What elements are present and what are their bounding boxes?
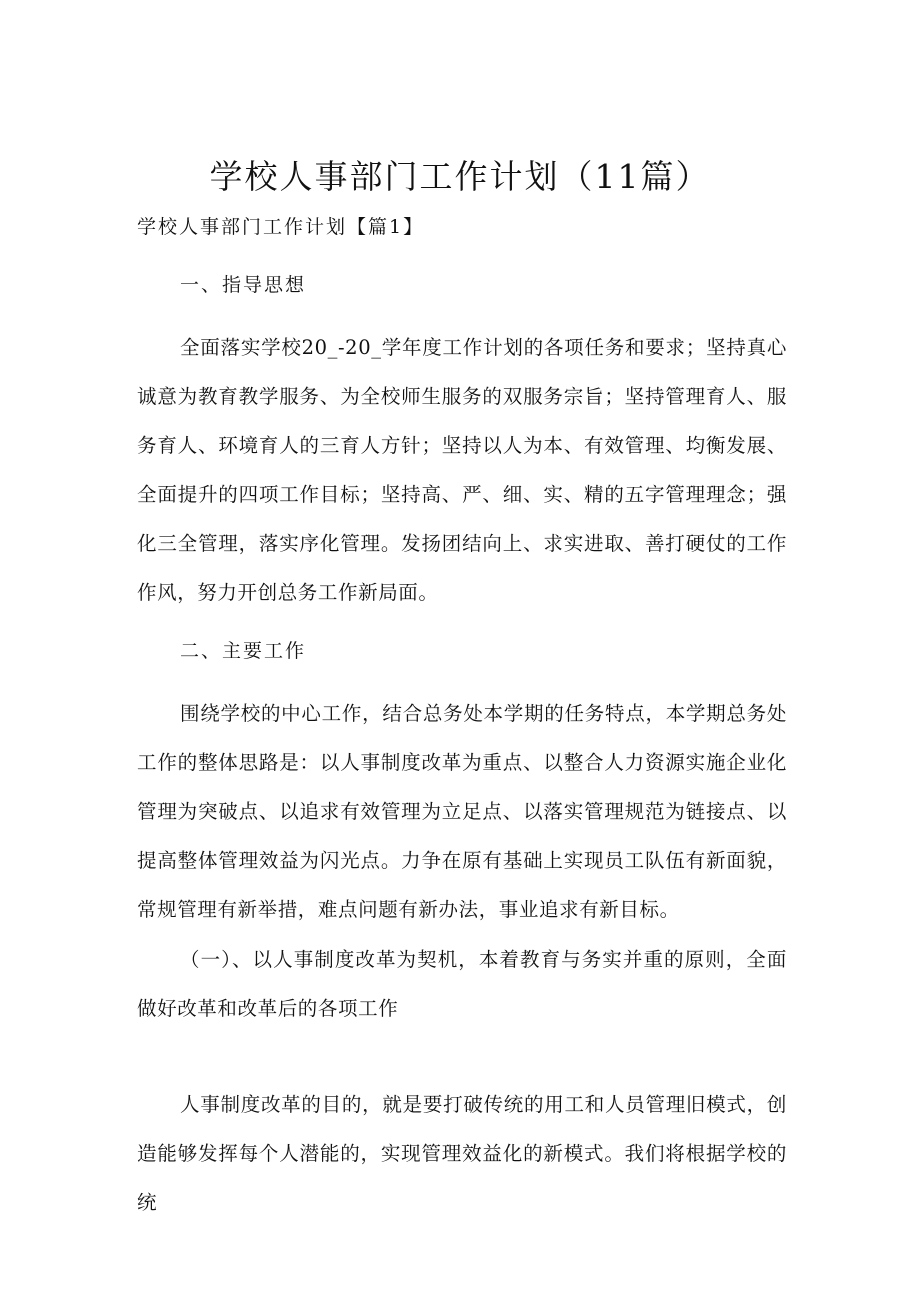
section-heading-guiding-ideology: 一、指导思想 [180, 274, 307, 296]
document-subtitle: 学校人事部门工作计划【篇1】 [137, 216, 425, 238]
document-title: 学校人事部门工作计划（11篇） [209, 157, 711, 196]
closing-paragraph: 人事制度改革的目的，就是要打破传统的用工和人员管理旧模式，创造能够发挥每个人潜能的，实现管理效益化的新模式。我们将根据学校的统 [137, 1093, 787, 1214]
subsection-heading: （一）、以人事制度改革为契机，本着教育与务实并重的原则，全面做好改革和改革后的各项工作 [137, 948, 787, 1020]
section-heading-main-work: 二、主要工作 [180, 640, 307, 662]
section-paragraph-main-work: 围绕学校的中心工作，结合总务处本学期的任务特点，本学期总务处工作的整体思路是：以人事制度改革为重点、以整合人力资源实施企业化管理为突破点、以追求有效管理为立足点、以落实管理规范为链接点、以提高整体管理效益为闪光点。力争在原有基础上实现员工队伍有新面貌，常规管理有新举措，难点问题有新办法，事业追求有新目标。 [137, 702, 787, 921]
section-paragraph-guiding-ideology: 全面落实学校20_-20_学年度工作计划的各项任务和要求；坚持真心诚意为教育教学服务、为全校师生服务的双服务宗旨；坚持管理育人、服务育人、环境育人的三育人方针；坚持以人为本、有效管理、均衡发展、全面提升的四项工作目标；坚持高、严、细、实、精的五字管理理念；强化三全管理，落实序化管理。发扬团结向上、求实进取、善打硬仗的工作作风，努力开创总务工作新局面。 [137, 336, 787, 604]
